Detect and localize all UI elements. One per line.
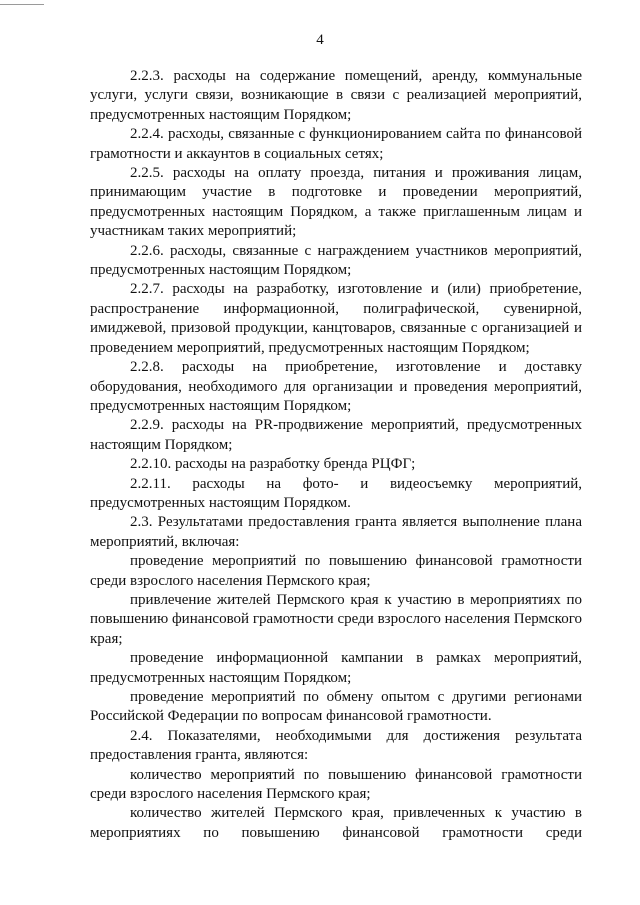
paragraph-2-2-3: 2.2.3. расходы на содержание помещений, аренду, коммунальные услуги, услуги связи, возникающие в связи с реализацией мероприятий, предусмотренных настоящим Порядком; xyxy=(90,68,582,123)
paragraph-2-2-6: 2.2.6. расходы, связанные с награждением участников мероприятий, предусмотренных настоящим Порядком; xyxy=(90,242,582,279)
indicator-item-1: количество мероприятий по повышению финансовой грамотности среди взрослого населения Пермского края; xyxy=(90,766,582,803)
paragraph-2-2-11: 2.2.11. расходы на фото- и видеосъемку мероприятий, предусмотренных настоящим Порядком. xyxy=(90,475,582,511)
paragraph-2-4: 2.4. Показателями, необходимыми для достижения результата предоставления гранта, являются: xyxy=(90,727,582,764)
paragraph-2-2-4: 2.2.4. расходы, связанные с функционированием сайта по финансовой грамотности и аккаунтов в социальных сетях; xyxy=(90,126,582,162)
result-item-3: проведение информационной кампании в рамках мероприятий, предусмотренных настоящим Порядком; xyxy=(90,650,582,686)
page-number: 4 xyxy=(316,32,324,48)
scan-edge-line xyxy=(0,4,44,5)
result-item-4: проведение мероприятий по обмену опытом с другими регионами Российской Федерации по вопросам финансовой грамотности. xyxy=(90,689,582,725)
paragraph-2-2-7: 2.2.7. расходы на разработку, изготовление и (или) приобретение, распространение информационной, полиграфической, сувенирной, имиджевой, призовой продукции, канцтоваров, связанные с организацией и проведением мероприятий, предусмотренных настоящим Порядком; xyxy=(90,281,582,356)
paragraph-2-2-9: 2.2.9. расходы на PR-продвижение мероприятий, предусмотренных настоящим Порядком; xyxy=(90,417,582,453)
paragraph-2-2-5: 2.2.5. расходы на оплату проезда, питания и проживания лицам, принимающим участие в подготовке и проведении мероприятий, предусмотренных настоящим Порядком, а также приглашенным лицам и участникам таких мероприятий; xyxy=(90,165,582,240)
paragraph-2-2-8: 2.2.8. расходы на приобретение, изготовление и доставку оборудования, необходимого для организации и проведения мероприятий, предусмотренных настоящим Порядком; xyxy=(90,359,582,414)
result-item-2: привлечение жителей Пермского края к участию в мероприятиях по повышению финансовой грамотности среди взрослого населения Пермского края; xyxy=(90,591,582,647)
result-item-1: проведение мероприятий по повышению финансовой грамотности среди взрослого населения Пермского края; xyxy=(90,553,582,589)
paragraph-2-2-10: 2.2.10. расходы на разработку бренда РЦФГ; xyxy=(130,456,416,473)
paragraph-2-3: 2.3. Результатами предоставления гранта является выполнение плана мероприятий, включая: xyxy=(90,514,582,550)
indicator-item-2: количество жителей Пермского края, привлеченных к участию в мероприятиях по повышению финансовой грамотности среди xyxy=(90,805,582,841)
document-body xyxy=(90,67,582,843)
